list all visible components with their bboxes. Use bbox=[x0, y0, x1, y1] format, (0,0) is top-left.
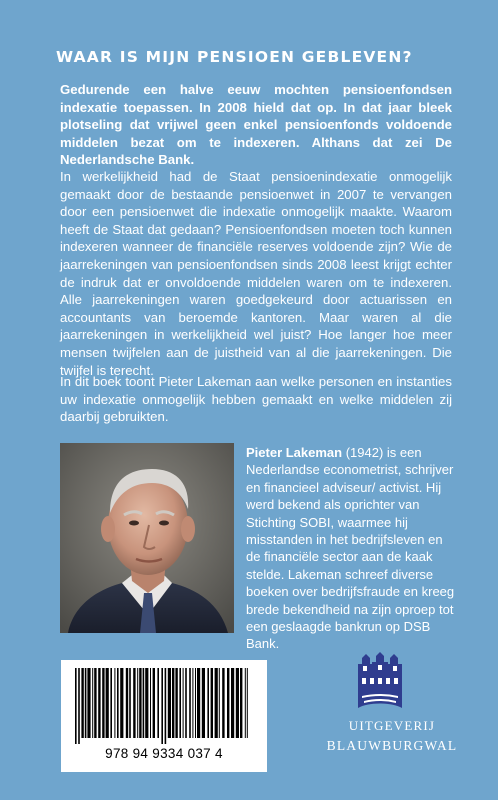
barcode-bar bbox=[106, 668, 109, 738]
barcode-bar bbox=[168, 668, 171, 738]
barcode-bar bbox=[192, 668, 193, 738]
barcode-bar bbox=[211, 668, 213, 738]
barcode-bar bbox=[133, 668, 135, 738]
barcode-bar bbox=[87, 668, 90, 738]
barcode-bar bbox=[189, 668, 191, 738]
back-cover-title: WAAR IS MIJN PENSIOEN GEBLEVEN? bbox=[56, 48, 413, 66]
barcode-bar bbox=[139, 668, 141, 738]
barcode-bar bbox=[145, 668, 148, 738]
author-bio bbox=[246, 444, 460, 653]
barcode-bar bbox=[102, 668, 104, 738]
barcode-bar bbox=[110, 668, 112, 738]
barcode-bar bbox=[227, 668, 229, 738]
author-bio-text: (1942) is een Nederlandse econometrist, schrijver en financieel adviseur/ activist. Hij werd bekend als oprichter van Stichting SOBI, waarmee hij misstanden in het bedrijfsleven en de financiële sector aan de kaak stelde. Lakeman schreef diverse boeken over bedrijfsfraude en kreeg brede bekendheid na zijn oproep tot een geslaagde bankrun op DSB Bank. bbox=[246, 445, 455, 652]
barcode-bar bbox=[75, 668, 77, 744]
barcode-icon bbox=[73, 668, 255, 744]
barcode-bar bbox=[245, 668, 246, 738]
publisher-logo bbox=[356, 652, 404, 715]
barcode-bar bbox=[129, 668, 131, 738]
barcode-bar bbox=[92, 668, 93, 738]
barcode-bar bbox=[219, 668, 220, 738]
barcode-bar bbox=[153, 668, 155, 738]
canal-house-logo-icon bbox=[356, 652, 404, 710]
author-portrait bbox=[60, 443, 234, 633]
barcode-bar bbox=[120, 668, 123, 738]
publisher-name-line1: UITGEVERIJ bbox=[348, 718, 436, 733]
barcode-bar bbox=[179, 668, 181, 738]
barcode-bar bbox=[117, 668, 119, 738]
barcode-bar bbox=[126, 668, 128, 738]
barcode-bar bbox=[81, 668, 83, 738]
barcode-bar bbox=[202, 668, 205, 738]
barcode-bar bbox=[161, 668, 163, 744]
barcode-bar bbox=[157, 668, 159, 738]
barcode-bar bbox=[85, 668, 87, 738]
barcode-bar bbox=[207, 668, 209, 738]
barcode-bar bbox=[236, 668, 239, 738]
barcode-panel bbox=[61, 660, 267, 772]
intro-paragraph: Gedurende een halve eeuw mochten pensioenfondsen indexatie toepassen. In 2008 hield dat op. In dat jaar bleek plotseling dat vrijwel geen enkel pensioenfonds voldoende middelen bezat om te indexeren. Althans dat zei De Nederlandsche Bank. bbox=[60, 82, 452, 168]
barcode-bar bbox=[137, 668, 138, 738]
barcode-bar bbox=[215, 668, 218, 738]
barcode-bar bbox=[78, 668, 80, 744]
barcode-bar bbox=[183, 668, 184, 738]
barcode-bar bbox=[185, 668, 187, 738]
barcode-bar bbox=[114, 668, 115, 738]
barcode-bar bbox=[197, 668, 200, 738]
body-paragraph-1: In werkelijkheid had de Staat pensioenindexatie onmogelijk gemaakt door de bestaande pensioenwet in 2007 te vervangen door een pensioenwet die indexatie onmogelijk maakte. Waarom heeft de Staat dat gedaan? Pensioenfondsen moeten toch kunnen indexeren wanneer de financiële reserves voldoende zijn? Wie de jaarrekeningen van pensioenfondsen sinds 2008 leest krijgt echter de indruk dat er onvoldoende middelen waren om te indexeren. Alle jaarrekeningen waren goedgekeurd door actuarissen en accountants van beroemde kantoren. Maar waren al die jaarrekeningen in werkelijkheid wel juist? Hoe langer hoe meer mensen twijfelen aan de juistheid van al die jaarrekeningen. Die twijfel is terecht. bbox=[60, 169, 452, 378]
barcode-bar bbox=[175, 668, 177, 738]
body-paragraph-2: In dit boek toont Pieter Lakeman aan welke personen en instanties uw indexatie onmogelijk hebben gemaakt en welke middelen zij daarbij gebruikten. bbox=[60, 374, 452, 425]
barcode-bar bbox=[150, 668, 151, 738]
barcode-bar bbox=[231, 668, 234, 738]
barcode-bar bbox=[165, 668, 167, 744]
author-name: Pieter Lakeman bbox=[246, 445, 343, 460]
isbn-number: 978 94 9334 037 4 bbox=[105, 746, 223, 761]
barcode-bar bbox=[143, 668, 145, 738]
barcode-bar bbox=[195, 668, 196, 738]
barcode-bar bbox=[240, 668, 242, 738]
barcode-bar bbox=[172, 668, 174, 738]
barcode-bar bbox=[94, 668, 96, 738]
portrait-image bbox=[60, 443, 234, 633]
barcode-bar bbox=[247, 668, 248, 738]
barcode-bar bbox=[98, 668, 100, 738]
publisher-name-line2: BLAUWBURGWAL bbox=[326, 738, 458, 753]
barcode-bar bbox=[222, 668, 224, 738]
